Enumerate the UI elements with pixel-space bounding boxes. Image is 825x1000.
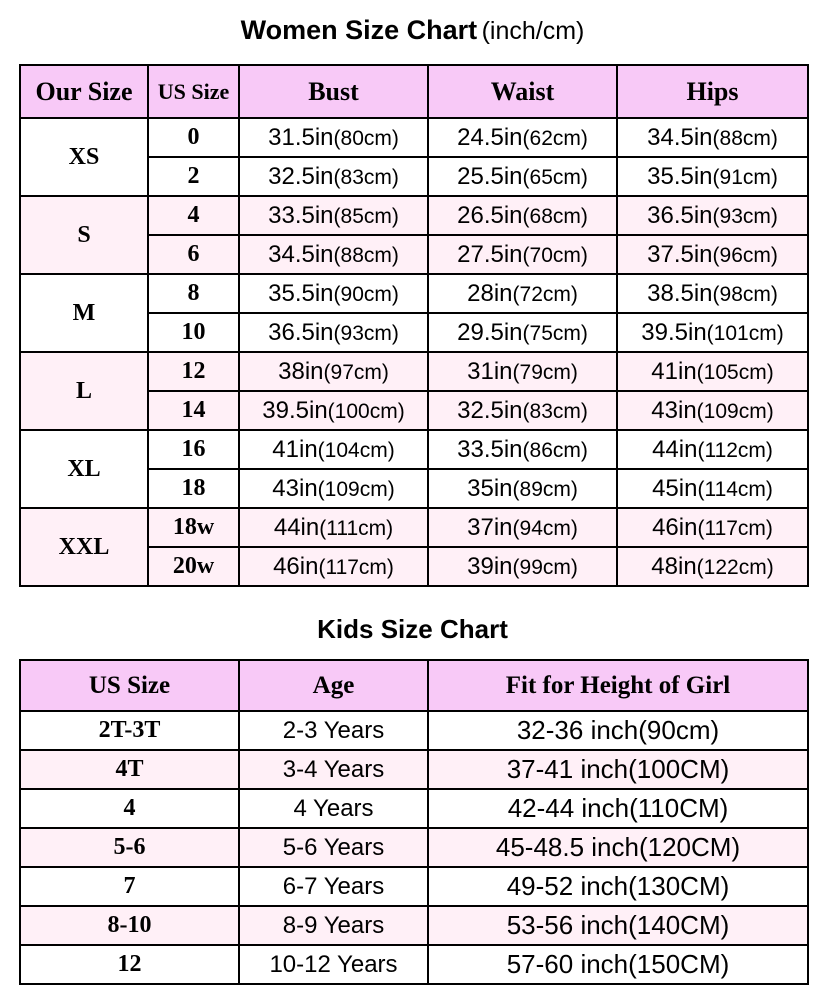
women-title-text: Women Size Chart [240,15,478,45]
table-row [20,867,808,906]
waist-inch-value: 31in [467,357,513,385]
waist-cell [428,313,617,352]
bust-cm-value: (97cm) [323,360,389,384]
waist-cm-value: (68cm) [522,204,588,228]
us-size-cell: 4 [148,196,239,235]
waist-cell [428,196,617,235]
bust-cell [239,508,428,547]
our-size-cell: XS [20,118,148,196]
bust-cm-value: (85cm) [333,204,399,228]
table-row [20,789,808,828]
header-waist: Waist [428,65,617,118]
bust-cm-value: (88cm) [333,243,399,267]
kids-us-size-cell: 4T [20,750,239,789]
our-size-cell: S [20,196,148,274]
waist-inch-value: 39in [467,552,513,580]
bust-inch-value: 32.5in [268,162,334,190]
waist-cell [428,235,617,274]
kids-age-cell: 2-3 Years [239,711,428,750]
waist-cm-value: (86cm) [522,438,588,462]
bust-cell [239,118,428,157]
bust-cell [239,157,428,196]
waist-inch-value: 33.5in [457,435,523,463]
bust-inch-value: 34.5in [268,240,334,268]
bust-cell [239,313,428,352]
bust-cm-value: (117cm) [318,555,394,579]
hips-cm-value: (114cm) [697,477,773,501]
women-size-chart-title [0,12,825,48]
women-header-row [20,65,808,118]
hips-inch-value: 45in [652,474,698,502]
our-size-cell: M [20,274,148,352]
us-size-cell: 8 [148,274,239,313]
table-row [20,352,808,391]
hips-cell [617,391,808,430]
bust-inch-value: 46in [273,552,319,580]
bust-cm-value: (109cm) [317,477,395,501]
us-size-cell: 18w [148,508,239,547]
table-row [20,118,808,157]
waist-cm-value: (72cm) [512,282,578,306]
kids-us-size-cell: 5-6 [20,828,239,867]
kids-us-size-cell: 8-10 [20,906,239,945]
hips-cm-value: (122cm) [696,555,774,579]
bust-cell [239,391,428,430]
header-our-size: Our Size [20,65,148,118]
table-row [20,945,808,984]
kids-header-row [20,660,808,711]
us-size-cell: 0 [148,118,239,157]
hips-inch-value: 39.5in [641,318,707,346]
waist-inch-value: 24.5in [457,123,523,151]
bust-inch-value: 44in [273,513,320,541]
us-size-cell: 18 [148,469,239,508]
hips-inch-value: 35.5in [647,162,713,190]
waist-cell [428,274,617,313]
waist-inch-value: 28in [467,279,513,307]
kids-age-cell: 6-7 Years [239,867,428,906]
women-size-table [19,64,809,587]
waist-inch-value: 37in [467,513,513,541]
kids-fit-height-cell: 32-36 inch(90cm) [428,711,808,750]
kids-table-body [20,711,808,984]
us-size-cell: 6 [148,235,239,274]
bust-cm-value: (111cm) [319,516,394,540]
table-row [20,906,808,945]
hips-cell [617,313,808,352]
table-row [20,274,808,313]
bust-cell [239,196,428,235]
waist-cell [428,508,617,547]
hips-inch-value: 36.5in [647,201,713,229]
bust-inch-value: 39.5in [262,396,328,424]
bust-cell [239,352,428,391]
bust-cell [239,274,428,313]
waist-cm-value: (99cm) [512,555,578,579]
bust-cell [239,469,428,508]
waist-cm-value: (65cm) [522,165,588,189]
hips-cm-value: (117cm) [697,516,773,540]
hips-cell [617,508,808,547]
kids-age-cell: 8-9 Years [239,906,428,945]
waist-cell [428,352,617,391]
kids-age-cell: 4 Years [239,789,428,828]
table-row [20,508,808,547]
us-size-cell: 16 [148,430,239,469]
us-size-cell: 20w [148,547,239,586]
header-kids-us-size: US Size [20,660,239,711]
kids-age-cell: 5-6 Years [239,828,428,867]
kids-size-table [19,659,809,985]
hips-inch-value: 43in [651,396,697,424]
waist-cell [428,469,617,508]
hips-inch-value: 34.5in [647,123,713,151]
bust-cm-value: (80cm) [333,126,399,150]
hips-inch-value: 41in [651,357,697,385]
hips-inch-value: 37.5in [647,240,713,268]
waist-inch-value: 25.5in [457,162,523,190]
hips-cm-value: (112cm) [697,438,773,462]
table-row [20,196,808,235]
waist-inch-value: 29.5in [457,318,523,346]
bust-inch-value: 38in [278,357,324,385]
hips-cm-value: (98cm) [712,282,778,306]
our-size-cell: L [20,352,148,430]
header-hips: Hips [617,65,808,118]
bust-cm-value: (90cm) [333,282,399,306]
women-title-unit: (inch/cm) [481,17,585,45]
kids-age-cell: 3-4 Years [239,750,428,789]
header-kids-fit-height: Fit for Height of Girl [428,660,808,711]
hips-cm-value: (109cm) [696,399,774,423]
table-row [20,828,808,867]
waist-inch-value: 35in [467,474,513,502]
bust-inch-value: 35.5in [268,279,334,307]
us-size-cell: 14 [148,391,239,430]
bust-inch-value: 33.5in [268,201,334,229]
hips-cell [617,235,808,274]
hips-cell [617,118,808,157]
bust-cell [239,430,428,469]
bust-cell [239,235,428,274]
waist-cm-value: (83cm) [522,399,588,423]
waist-cell [428,391,617,430]
waist-cm-value: (62cm) [522,126,588,150]
waist-inch-value: 32.5in [457,396,523,424]
header-bust: Bust [239,65,428,118]
waist-cell [428,430,617,469]
bust-inch-value: 31.5in [268,123,334,151]
waist-cm-value: (89cm) [512,477,578,501]
waist-cm-value: (70cm) [522,243,588,267]
hips-cell [617,352,808,391]
hips-cm-value: (91cm) [712,165,778,189]
hips-cm-value: (88cm) [712,126,778,150]
hips-cm-value: (96cm) [712,243,778,267]
hips-cell [617,274,808,313]
hips-cm-value: (105cm) [696,360,774,384]
hips-cell [617,157,808,196]
bust-cell [239,547,428,586]
us-size-cell: 12 [148,352,239,391]
kids-us-size-cell: 2T-3T [20,711,239,750]
table-row [20,711,808,750]
bust-cm-value: (93cm) [333,321,399,345]
bust-inch-value: 43in [272,474,318,502]
kids-us-size-cell: 7 [20,867,239,906]
table-row [20,430,808,469]
hips-cell [617,196,808,235]
table-row [20,750,808,789]
bust-inch-value: 41in [272,435,318,463]
hips-inch-value: 44in [652,435,698,463]
waist-cell [428,547,617,586]
hips-inch-value: 46in [652,513,698,541]
us-size-cell: 2 [148,157,239,196]
hips-inch-value: 38.5in [647,279,713,307]
header-kids-age: Age [239,660,428,711]
bust-inch-value: 36.5in [268,318,334,346]
kids-us-size-cell: 12 [20,945,239,984]
kids-size-chart-title: Kids Size Chart [317,614,508,644]
hips-cell [617,469,808,508]
waist-cm-value: (79cm) [512,360,578,384]
our-size-cell: XL [20,430,148,508]
kids-fit-height-cell: 57-60 inch(150CM) [428,945,808,984]
waist-inch-value: 27.5in [457,240,523,268]
kids-us-size-cell: 4 [20,789,239,828]
women-table-body [20,118,808,586]
kids-fit-height-cell: 53-56 inch(140CM) [428,906,808,945]
hips-inch-value: 48in [651,552,697,580]
kids-fit-height-cell: 37-41 inch(100CM) [428,750,808,789]
kids-fit-height-cell: 45-48.5 inch(120CM) [428,828,808,867]
kids-age-cell: 10-12 Years [239,945,428,984]
kids-fit-height-cell: 49-52 inch(130CM) [428,867,808,906]
waist-cm-value: (94cm) [512,516,578,540]
kids-fit-height-cell: 42-44 inch(110CM) [428,789,808,828]
hips-cell [617,430,808,469]
waist-cm-value: (75cm) [522,321,588,345]
our-size-cell: XXL [20,508,148,586]
us-size-cell: 10 [148,313,239,352]
hips-cell [617,547,808,586]
bust-cm-value: (100cm) [327,399,405,423]
bust-cm-value: (104cm) [317,438,395,462]
waist-cell [428,157,617,196]
waist-inch-value: 26.5in [457,201,523,229]
header-us-size: US Size [148,65,239,118]
hips-cm-value: (93cm) [712,204,778,228]
hips-cm-value: (101cm) [706,321,784,345]
waist-cell [428,118,617,157]
bust-cm-value: (83cm) [333,165,399,189]
